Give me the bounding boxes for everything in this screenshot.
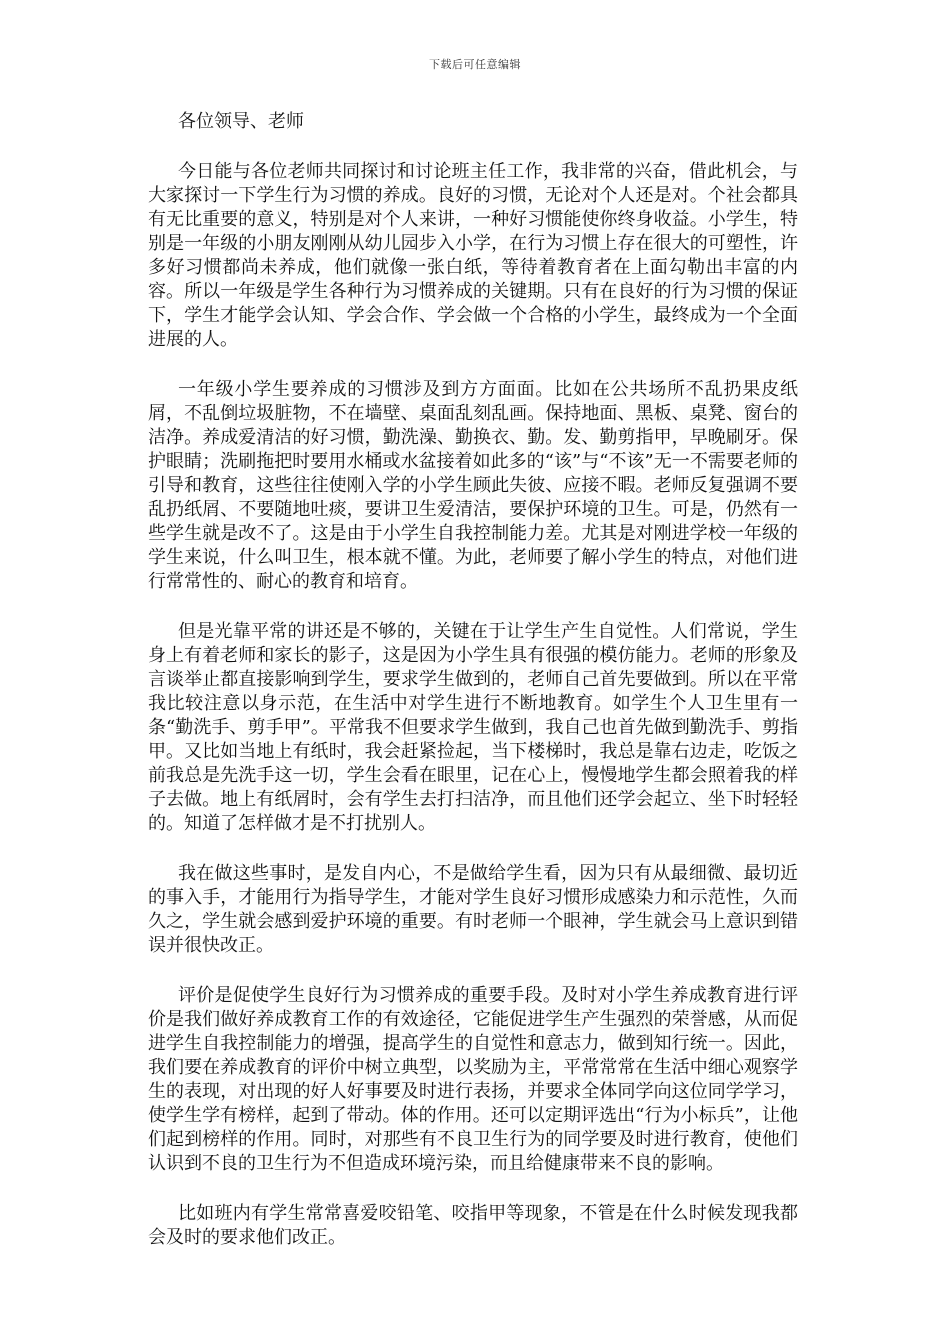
- document-body: [148, 110, 798, 1276]
- paragraph-3: 但是光靠平常的讲还是不够的，关键在于让学生产生自觉性。人们常说，学生身上有着老师和家长的影子，这是因为小学生具有很强的模仿能力。老师的形象及言谈举止都直接影响到学生，要求学生做到的，老师自己首先要做到。所以在平常我比较注意以身示范，在生活中对学生进行不断地教育。如学生个人卫生里有一条“勤洗手、剪手甲”。平常我不但要求学生做到，我自己也首先做到勤洗手、剪指甲。又比如当地上有纸时，我会赶紧捡起，当下楼梯时，我总是靠右边走，吃饭之前我总是先洗手这一切，学生会看在眼里，记在心上，慢慢地学生都会照着我的样子去做。地上有纸屑时，会有学生去打扫洁净，而且他们还学会起立、坐下时轻轻的。知道了怎样做才是不打扰别人。: [148, 621, 798, 834]
- paragraph-5: 评价是促使学生良好行为习惯养成的重要手段。及时对小学生养成教育进行评价是我们做好养成教育工作的有效途径，它能促进学生产生强烈的荣誉感，从而促进学生自我控制能力的增强，提高学生的自觉性和意志力，做到知行统一。因此，我们要在养成教育的评价中树立典型，以奖励为主，平常常常在生活中细心观察学生的表现，对出现的好人好事要及时进行表扬，并要求全体同学向这位同学学习，使学生学有榜样，起到了带动。体的作用。还可以定期评选出“行为小标兵”，让他们起到榜样的作用。同时，对那些有不良卫生行为的同学要及时进行教育，使他们认识到不良的卫生行为不但造成环境污染，而且给健康带来不良的影响。: [148, 985, 798, 1174]
- paragraph-6: 比如班内有学生常常喜爱咬铅笔、咬指甲等现象，不管是在什么时候发现我都会及时的要求他们改正。: [148, 1203, 798, 1248]
- paragraph-2: 一年级小学生要养成的习惯涉及到方方面面。比如在公共场所不乱扔果皮纸屑，不乱倒垃圾脏物，不在墙壁、桌面乱刻乱画。保持地面、黑板、桌凳、窗台的洁净。养成爱清洁的好习惯，勤洗澡、勤换衣、勤。发、勤剪指甲，早晚刷牙。保护眼睛；洗刷拖把时要用水桶或水盆接着如此多的“该”与“不该”无一不需要老师的引导和教育，这些往往使刚入学的小学生顾此失彼、应接不暇。老师反复强调不要乱扔纸屑、不要随地吐痰，要讲卫生爱清洁，要保护环境的卫生。可是，仍然有一些学生就是改不了。这是由于小学生自我控制能力差。尤其是对刚进学校一年级的学生来说，什么叫卫生，根本就不懂。为此，老师要了解小学生的特点，对他们进行常常性的、耐心的教育和培育。: [148, 379, 798, 592]
- header-note: 下载后可任意编辑: [429, 58, 521, 71]
- paragraph-1: 今日能与各位老师共同探讨和讨论班主任工作，我非常的兴奋，借此机会，与大家探讨一下学生行为习惯的养成。良好的习惯，无论对个人还是对。个社会都具有无比重要的意义，特别是对个人来讲，一种好习惯能使你终身收益。小学生，特别是一年级的小朋友刚刚从幼儿园步入小学，在行为习惯上存在很大的可塑性，许多好习惯都尚未养成，他们就像一张白纸，等待着教育者在上面勾勒出丰富的内容。所以一年级是学生各种行为习惯养成的关键期。只有在良好的行为习惯的保证下，学生才能学会认知、学会合作、学会做一个合格的小学生，最终成为一个全面进展的人。: [148, 161, 798, 350]
- paragraph-4: 我在做这些事时，是发自内心，不是做给学生看，因为只有从最细微、最切近的事入手，才能用行为指导学生，才能对学生良好习惯形成感染力和示范性，久而久之，学生就会感到爱护环境的重要。有时老师一个眼神，学生就会马上意识到错误并很快改正。: [148, 863, 798, 956]
- salutation: 各位领导、老师: [178, 111, 304, 132]
